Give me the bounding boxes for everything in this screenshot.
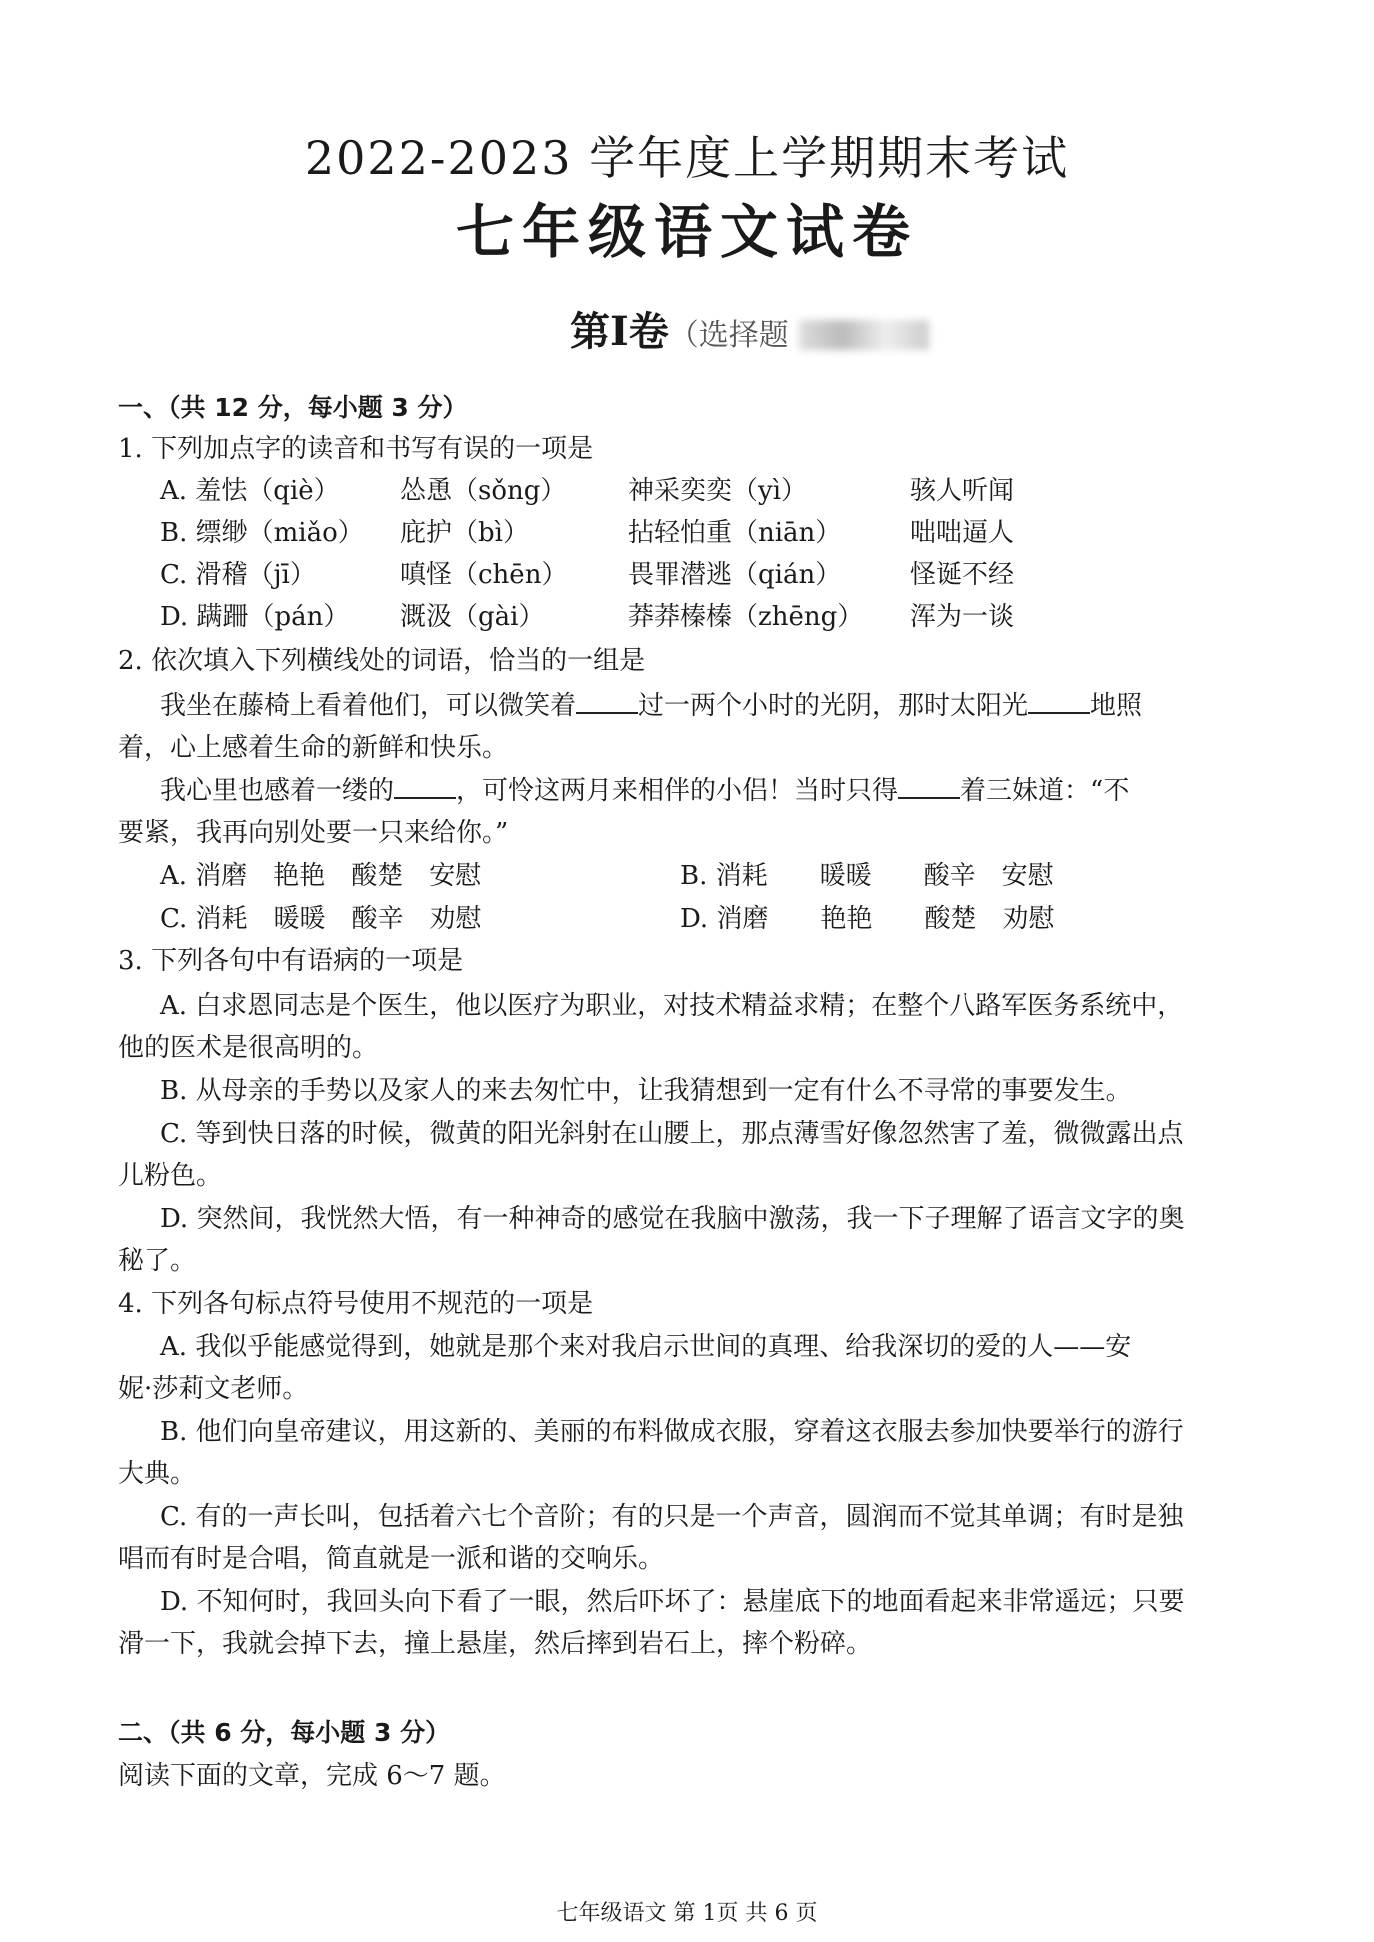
q2-option-b: B. 消耗 暖暖 酸辛 安慰	[680, 861, 1054, 891]
q2-stem: 2. 依次填入下列横线处的词语，恰当的一组是	[118, 646, 646, 676]
q1-c-2: 嗔怪（chēn）	[400, 560, 568, 590]
q1-d-3: 莽莽榛榛（zhēng）	[628, 602, 864, 632]
q3-option-d-line1: D. 突然间，我恍然大悟，有一种神奇的感觉在我脑中激荡，我一下子理解了语言文字的奥	[160, 1204, 1185, 1234]
q2-passage-line2: 着，心上感着生命的新鲜和快乐。	[118, 733, 509, 763]
volume-label: 第Ⅰ卷	[570, 308, 669, 355]
section2-intro: 阅读下面的文章，完成 6～7 题。	[118, 1761, 506, 1791]
q4-option-a-line1: A. 我似乎能感觉得到，她就是那个来对我启示世间的真理、给我深切的爱的人——安	[160, 1332, 1132, 1362]
q1-d-4: 浑为一谈	[910, 602, 1015, 632]
q4-stem: 4. 下列各句标点符号使用不规范的一项是	[118, 1289, 594, 1319]
volume-heading	[570, 300, 929, 357]
q1-a-2: 怂恿（sǒng）	[400, 476, 567, 506]
q1-b-2: 庇护（bì）	[400, 518, 529, 548]
blank-3	[394, 775, 456, 799]
exam-subtitle: 七年级语文试卷	[455, 198, 918, 266]
q3-option-a-line2: 他的医术是很高明的。	[118, 1033, 379, 1063]
q3-option-b: B. 从母亲的手势以及家人的来去匆忙中，让我猜想到一定有什么不寻常的事要发生。	[160, 1076, 1132, 1106]
q3-option-c-line1: C. 等到快日落的时候，微黄的阳光斜射在山腰上，那点薄雪好像忽然害了羞，微微露出点	[160, 1119, 1184, 1149]
q4-option-b-line2: 大典。	[118, 1459, 197, 1489]
q4-option-d-line2: 滑一下，我就会掉下去，撞上悬崖，然后摔到岩石上，摔个粉碎。	[118, 1629, 873, 1659]
q1-b-1: B. 缥缈（miǎo）	[160, 518, 364, 548]
q1-b-3: 拈轻怕重（niān）	[628, 518, 842, 548]
q1-d-1: D. 蹒跚（pán）	[160, 602, 350, 632]
q4-option-b-line1: B. 他们向皇帝建议，用这新的、美丽的布料做成衣服，穿着这衣服去参加快要举行的游行	[160, 1417, 1184, 1447]
blurred-region	[799, 320, 929, 350]
q1-c-4: 怪诞不经	[910, 560, 1015, 590]
section1-heading: 一、（共 12 分，每小题 3 分）	[118, 393, 468, 422]
q1-c-1: C. 滑稽（jī）	[160, 560, 316, 590]
q2-passage-line4: 要紧，我再向别处要一只来给你。”	[118, 818, 509, 848]
q2-passage-line1: 我坐在藤椅上看着他们，可以微笑着 过一两个小时的光阴，那时太阳光 地照	[160, 691, 1143, 721]
q3-option-a-line1: A. 白求恩同志是个医生，他以医疗为职业，对技术精益求精；在整个八路军医务系统中，	[160, 991, 1184, 1021]
q2-option-d: D. 消磨 艳艳 酸楚 劝慰	[680, 904, 1055, 934]
q1-a-3: 神采奕奕（yì）	[628, 476, 808, 506]
q1-b-4: 咄咄逼人	[910, 518, 1015, 548]
q2-option-a: A. 消磨 艳艳 酸楚 安慰	[160, 861, 482, 891]
q4-option-a-line2: 妮·莎莉文老师。	[118, 1374, 309, 1404]
blank-4	[898, 775, 960, 799]
blank-2	[1028, 690, 1090, 714]
q1-a-1: A. 羞怯（qiè）	[160, 476, 340, 506]
exam-title: 2022-2023 学年度上学期期末考试	[304, 131, 1070, 185]
page-footer: 七年级语文 第 1页 共 6 页	[556, 1901, 818, 1926]
blank-1	[576, 690, 638, 714]
q2-passage-line3: 我心里也感着一缕的 ，可怜这两月来相伴的小侣！当时只得 着三妹道：“不	[160, 776, 1130, 806]
q4-option-c-line1: C. 有的一声长叫，包括着六七个音阶；有的只是一个声音，圆润而不觉其单调；有时是独	[160, 1502, 1184, 1532]
q4-option-c-line2: 唱而有时是合唱，简直就是一派和谐的交响乐。	[118, 1544, 665, 1574]
q3-option-d-line2: 秘了。	[118, 1246, 197, 1276]
volume-note: （选择题	[668, 318, 789, 353]
q1-c-3: 畏罪潜逃（qián）	[628, 560, 842, 590]
q1-d-2: 溉汲（gài）	[400, 602, 545, 632]
q1-stem: 1. 下列加点字的读音和书写有误的一项是	[118, 434, 594, 464]
section2-heading: 二、（共 6 分，每小题 3 分）	[118, 1718, 451, 1747]
q3-stem: 3. 下列各句中有语病的一项是	[118, 946, 464, 976]
q3-option-c-line2: 儿粉色。	[118, 1161, 223, 1191]
q2-option-c: C. 消耗 暖暖 酸辛 劝慰	[160, 904, 482, 934]
q4-option-d-line1: D. 不知何时，我回头向下看了一眼，然后吓坏了：悬崖底下的地面看起来非常遥远；只要	[160, 1587, 1185, 1617]
q1-a-4: 骇人听闻	[910, 476, 1015, 506]
